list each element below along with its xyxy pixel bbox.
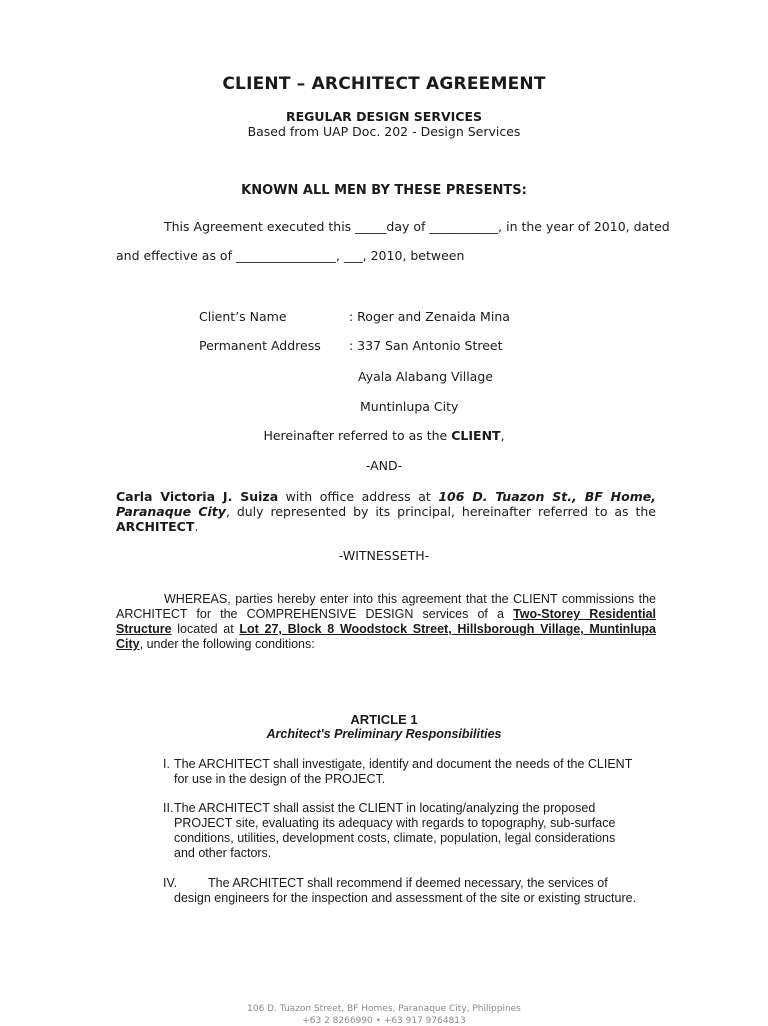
known-all-men-heading: KNOWN ALL MEN BY THESE PRESENTS:: [241, 183, 527, 198]
footer-address: 106 D. Tuazon Street, BF Homes, Paranaque City, Philippines: [247, 1004, 521, 1014]
client-address-label: Permanent Address: [199, 338, 321, 353]
list-item-text: PROJECT site, evaluating its adequacy with regards to topography, sub-surface: [174, 816, 616, 830]
client-name-value: : Roger and Zenaida Mina: [349, 309, 510, 324]
agreement-line-2: and effective as of ________________, ___, 2010, between: [116, 248, 465, 263]
whereas-part-2: , under the following conditions:: [139, 637, 315, 651]
witnesseth-heading: -WITNESSETH-: [338, 548, 430, 563]
list-item-text: The ARCHITECT shall recommend if deemed necessary, the services of: [208, 876, 608, 890]
architect-office-address: 106 D. Tuazon St., BF Home, Paranaque City: [116, 489, 656, 519]
project-description: Two-Storey Residential Structure: [116, 607, 656, 636]
list-item-text: and other factors.: [174, 846, 272, 860]
project-location: Lot 27, Block 8 Woodstock Street, Hillsborough Village, Muntinlupa City: [116, 622, 657, 651]
referred-client: CLIENT: [451, 428, 501, 443]
list-item-text: design engineers for the inspection and assessment of the site or existing structure.: [174, 891, 637, 905]
article-title: Architect's Preliminary Responsibilities: [266, 727, 502, 741]
list-item: [163, 876, 636, 906]
list-item-number: IV.: [163, 876, 178, 890]
document-subtitle: REGULAR DESIGN SERVICES: [285, 109, 483, 124]
list-item-text: for use in the design of the PROJECT.: [174, 772, 386, 786]
whereas-part-1: WHEREAS, parties hereby enter into this agreement that the CLIENT commissions the ARCHITECT for the COMPREHENSIVE DESIGN services of a: [116, 592, 656, 621]
client-address-line-1: : 337 San Antonio Street: [349, 338, 503, 353]
agreement-line-1: This Agreement executed this _____day of ___________, in the year of 2010, dated: [164, 219, 670, 234]
footer-phones: +63 2 8266990 • +63 917 9764813: [302, 1016, 466, 1026]
client-name-label: Client’s Name: [199, 309, 287, 324]
document-title: CLIENT – ARCHITECT AGREEMENT: [222, 74, 546, 94]
document-basis: Based from UAP Doc. 202 - Design Services: [247, 124, 521, 139]
architect-role: ARCHITECT: [116, 519, 195, 534]
referred-suffix: ,: [500, 428, 505, 443]
list-item-text: conditions, utilities, development costs, climate, population, legal considerations: [174, 831, 616, 845]
list-item-number: II.: [163, 801, 174, 815]
architect-end: .: [194, 519, 199, 534]
and-separator: -AND-: [365, 458, 403, 473]
client-referred-line: [0, 428, 768, 443]
list-item-text: The ARCHITECT shall investigate, identify and document the needs of the CLIENT: [174, 757, 633, 771]
whereas-paragraph: [116, 592, 656, 652]
article-number: ARTICLE 1: [350, 712, 418, 727]
architect-represented: , duly represented by its principal, hereinafter referred to as the: [225, 504, 656, 519]
list-item-text: The ARCHITECT shall assist the CLIENT in locating/analyzing the proposed: [174, 801, 596, 815]
referred-prefix: Hereinafter referred to as the: [263, 428, 452, 443]
architect-with-office: with office address at: [278, 489, 439, 504]
architect-name: Carla Victoria J. Suiza: [116, 489, 279, 504]
list-item: [163, 757, 632, 787]
list-item: [163, 801, 615, 861]
list-item-number: I.: [163, 757, 170, 771]
architect-paragraph: [116, 489, 656, 534]
client-address-line-3: Muntinlupa City: [360, 399, 459, 414]
client-address-line-2: Ayala Alabang Village: [358, 369, 493, 384]
whereas-located: located at: [171, 622, 240, 636]
